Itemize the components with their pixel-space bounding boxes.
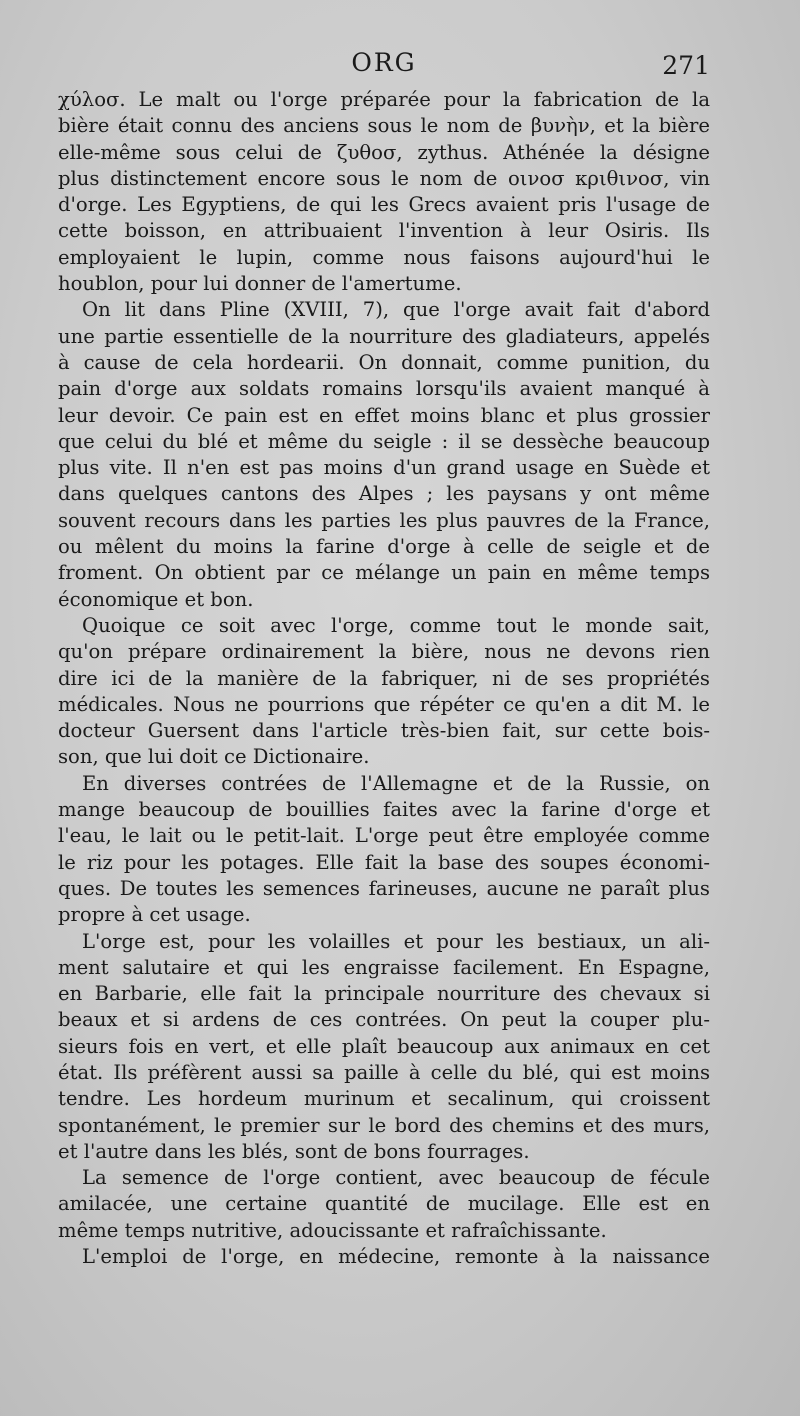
text-line: à cause de cela hordearii. On donnait, comme punition, du bbox=[58, 350, 710, 374]
text-line: amilacée, une certaine quantité de mucilage. Elle est en bbox=[58, 1192, 710, 1216]
text-line: elle-même sous celui de ζυθοσ, zythus. Athénée la désigne bbox=[58, 140, 710, 164]
text-line: tendre. Les hordeum murinum et secalinum, qui croissent bbox=[58, 1087, 710, 1111]
text-line: qu'on prépare ordinairement la bière, nous ne devons rien bbox=[58, 640, 710, 664]
text-line: état. Ils préfèrent aussi sa paille à celle du blé, qui est moins bbox=[58, 1060, 710, 1084]
text-line: pain d'orge aux soldats romains lorsqu'ils avaient manqué à bbox=[58, 377, 710, 401]
text-line: ou mêlent du moins la farine d'orge à celle de seigle et de bbox=[58, 535, 710, 559]
text-line: d'orge. Les Egyptiens, de qui les Grecs avaient pris l'usage de bbox=[58, 193, 710, 217]
text-line: souvent recours dans les parties les plus pauvres de la France, bbox=[58, 508, 710, 532]
text-line: dire ici de la manière de la fabriquer, ni de ses propriétés bbox=[58, 666, 710, 690]
page-number: 271 bbox=[662, 51, 710, 80]
text-line: ques. De toutes les semences farineuses, aucune ne paraît plus bbox=[58, 876, 710, 900]
text-line: cette boisson, en attribuaient l'invention à leur Osiris. Ils bbox=[58, 219, 710, 243]
text-line: propre à cet usage. bbox=[58, 903, 251, 927]
body-text bbox=[58, 87, 710, 1270]
text-line: économique et bon. bbox=[58, 587, 254, 611]
text-line: sieurs fois en vert, et elle plaît beaucoup aux animaux en cet bbox=[58, 1034, 710, 1058]
text-line: spontanément, le premier sur le bord des chemins et des murs, bbox=[58, 1113, 710, 1137]
text-line: plus vite. Il n'en est pas moins d'un grand usage en Suède et bbox=[58, 456, 710, 480]
text-line: leur devoir. Ce pain est en effet moins blanc et plus grossier bbox=[58, 403, 710, 427]
text-line: plus distinctement encore sous le nom de οινοσ κριθινοσ, vin bbox=[58, 166, 710, 190]
text-line: bière était connu des anciens sous le nom de βυνὴν, et la bière bbox=[58, 114, 710, 138]
text-line: mange beaucoup de bouillies faites avec la farine d'orge et bbox=[58, 798, 710, 822]
text-line: χύλοσ. Le malt ou l'orge préparée pour la fabrication de la bbox=[58, 88, 710, 111]
text-line: son, que lui doit ce Dictionaire. bbox=[58, 745, 370, 769]
text-line: L'orge est, pour les volailles et pour les bestiaux, un ali- bbox=[82, 929, 710, 953]
text-line: houblon, pour lui donner de l'amertume. bbox=[58, 272, 462, 296]
text-line: une partie essentielle de la nourriture des gladiateurs, appelés bbox=[58, 324, 710, 348]
text-line: beaux et si ardens de ces contrées. On peut la couper plu- bbox=[58, 1008, 710, 1032]
text-line: ment salutaire et qui les engraisse facilement. En Espagne, bbox=[58, 955, 710, 979]
text-line: que celui du blé et même du seigle : il se dessèche beaucoup bbox=[58, 429, 710, 453]
text-line: La semence de l'orge contient, avec beaucoup de fécule bbox=[82, 1166, 710, 1190]
running-head: ORG bbox=[351, 48, 417, 77]
text-line: le riz pour les potages. Elle fait la base des soupes économi- bbox=[58, 850, 710, 874]
text-line: froment. On obtient par ce mélange un pain en même temps bbox=[58, 561, 710, 585]
text-line: L'emploi de l'orge, en médecine, remonte à la naissance bbox=[82, 1245, 710, 1269]
text-line: même temps nutritive, adoucissante et rafraîchissante. bbox=[58, 1218, 607, 1242]
text-line: employaient le lupin, comme nous faisons aujourd'hui le bbox=[58, 245, 710, 269]
text-line: Quoique ce soit avec l'orge, comme tout le monde sait, bbox=[82, 613, 710, 637]
text-line: en Barbarie, elle fait la principale nourriture des chevaux si bbox=[58, 982, 710, 1006]
text-line: et l'autre dans les blés, sont de bons fourrages. bbox=[58, 1139, 530, 1163]
text-line: docteur Guersent dans l'article très-bien fait, sur cette bois- bbox=[58, 719, 710, 743]
text-line: dans quelques cantons des Alpes ; les paysans y ont même bbox=[58, 482, 710, 506]
text-line: En diverses contrées de l'Allemagne et de la Russie, on bbox=[82, 771, 710, 795]
text-line: l'eau, le lait ou le petit-lait. L'orge peut être employée comme bbox=[58, 824, 710, 848]
text-line: On lit dans Pline (XVIII, 7), que l'orge avait fait d'abord bbox=[82, 298, 710, 322]
text-line: médicales. Nous ne pourrions que répéter ce qu'en a dit M. le bbox=[58, 692, 710, 716]
page-header bbox=[58, 48, 710, 84]
